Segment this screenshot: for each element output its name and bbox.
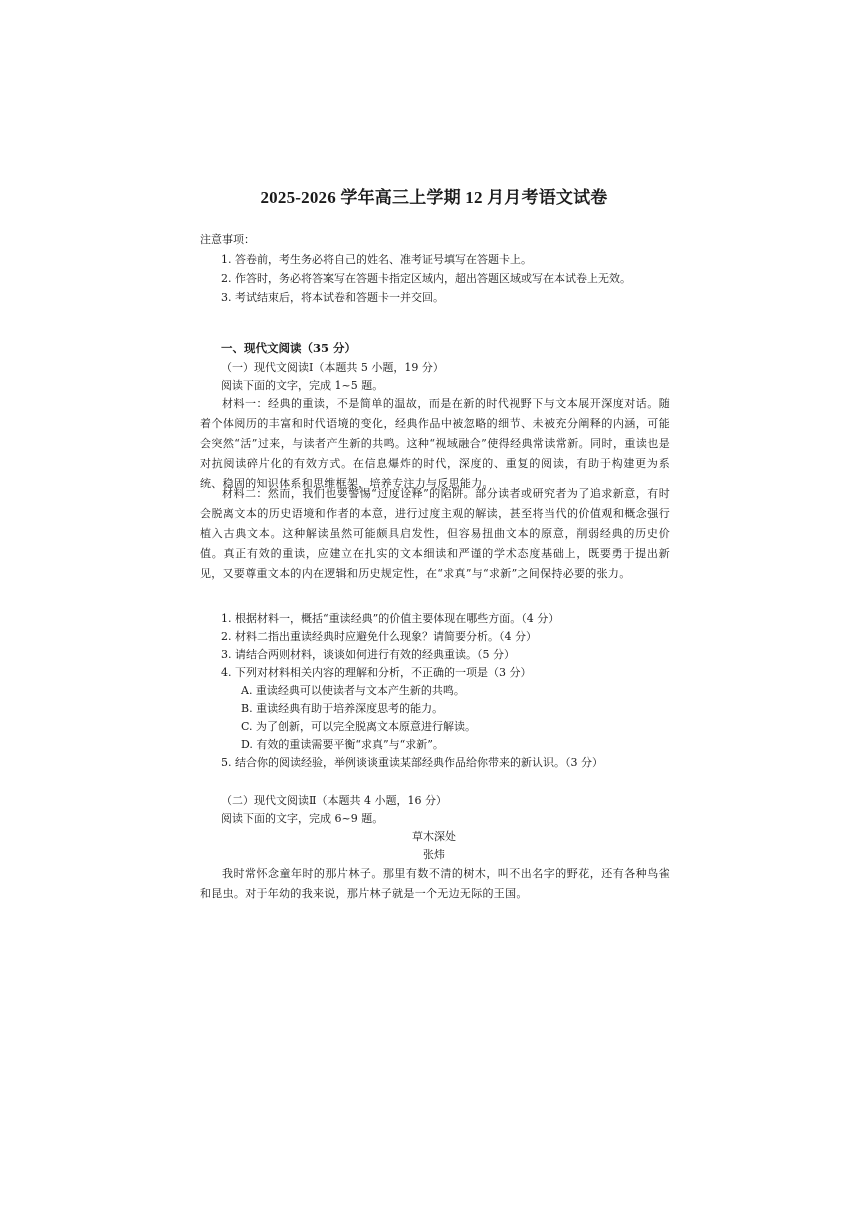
material-two-paragraph: 材料二：然而，我们也要警惕“过度诠释”的陷阱。部分读者或研究者为了追求新意，有时会脱离文本的历史语境和作者的本意，进行过度主观的解读，甚至将当代的价值观和概念强行植入古典文本。这种解读虽然可能颇具启发性，但容易扭曲文本的原意，削弱经典的历史价值。真正有效的重读，应建立在扎实的文本细读和严谨的学术态度基础上，既要勇于提出新见，又要尊重文本的内在逻辑和历史规定性，在“求真”与“求新”之间保持必要的张力。 <box>200 487 670 580</box>
question-item: 1. 根据材料一，概括“重读经典”的价值主要体现在哪些方面。（4 分） <box>221 612 560 625</box>
exam-title: 2025-2026 学年高三上学期 12 月月考语文试卷 <box>260 188 608 207</box>
question-list <box>221 610 603 772</box>
part1-instruction: 阅读下面的文字，完成 1~5 题。 <box>221 379 384 392</box>
question-item: 2. 材料二指出重读经典时应避免什么现象？请简要分析。（4 分） <box>221 630 537 643</box>
part2-heading: （二）现代文阅读Ⅱ（本题共 4 小题，16 分） <box>221 794 447 807</box>
part1-heading: （一）现代文阅读Ⅰ（本题共 5 小题，19 分） <box>221 361 444 374</box>
notice-item: 2. 作答时，务必将答案写在答题卡指定区域内，超出答题区域或写在本试卷上无效。 <box>221 272 631 285</box>
question-item: 5. 结合你的阅读经验，举例谈谈重读某部经典作品给你带来的新认识。（3 分） <box>221 756 603 769</box>
option-c: C. 为了创新，可以完全脱离文本原意进行解读。 <box>241 720 477 733</box>
notice-item: 3. 考试结束后，将本试卷和答题卡一并交回。 <box>221 291 444 304</box>
part2-instruction: 阅读下面的文字，完成 6~9 题。 <box>221 812 384 825</box>
option-b: B. 重读经典有助于培养深度思考的能力。 <box>241 702 444 715</box>
notice-list <box>221 250 631 307</box>
question-item: 4. 下列对材料相关内容的理解和分析，不正确的一项是（3 分） <box>221 666 532 679</box>
notice-heading: 注意事项： <box>200 233 255 246</box>
story-paragraph: 我时常怀念童年时的那片林子。那里有数不清的树木，叫不出名字的野花，还有各种鸟雀和昆虫。对于年幼的我来说，那片林子就是一个无边无际的王国。 <box>200 867 670 900</box>
question-item: 3. 请结合两则材料，谈谈如何进行有效的经典重读。（5 分） <box>221 648 515 661</box>
notice-item: 1. 答卷前，考生务必将自己的姓名、准考证号填写在答题卡上。 <box>221 253 532 266</box>
option-d: D. 有效的重读需要平衡“求真”与“求新”。 <box>241 738 444 751</box>
story-title: 草木深处 <box>412 830 456 843</box>
section-heading: 一、现代文阅读（35 分） <box>221 341 357 355</box>
material-one-paragraph: 材料一：经典的重读，不是简单的温故，而是在新的时代视野下与文本展开深度对话。随着个体阅历的丰富和时代语境的变化，经典作品中被忽略的细节、未被充分阐释的内涵，可能会突然“活”过来，与读者产生新的共鸣。这种“视域融合”使得经典常读常新。同时，重读也是对抗阅读碎片化的有效方式。在信息爆炸的时代，深度的、重复的阅读，有助于构建更为系统、稳固的知识体系和思维框架，培养专注力与反思能力。 <box>200 397 670 490</box>
story-author: 张炜 <box>423 848 445 861</box>
option-a: A. 重读经典可以使读者与文本产生新的共鸣。 <box>241 684 465 697</box>
